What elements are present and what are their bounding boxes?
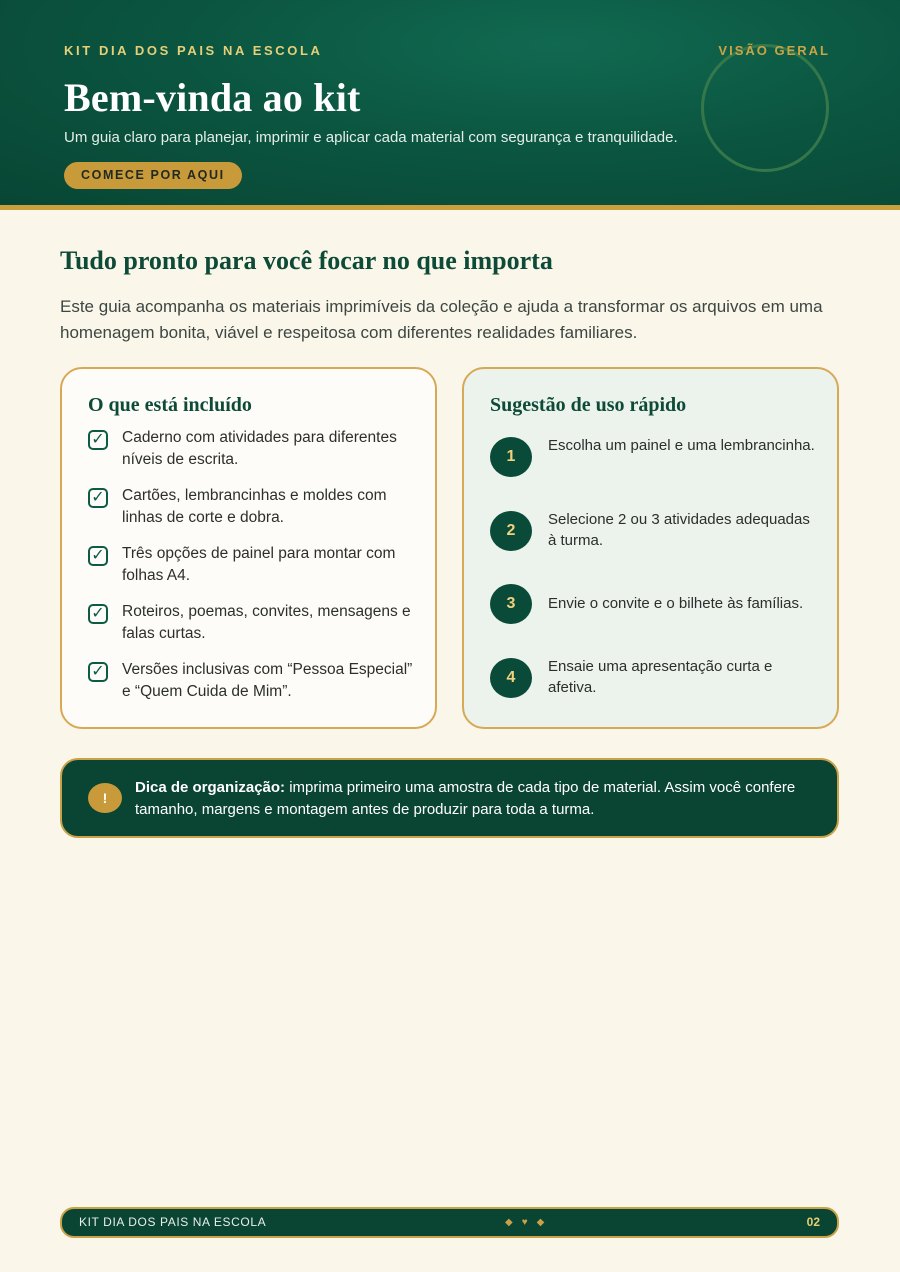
- page-number: 02: [806, 1215, 820, 1229]
- step-number-badge: 2: [490, 511, 532, 551]
- section-label: VISÃO GERAL: [718, 43, 830, 58]
- header-divider: [0, 205, 900, 210]
- quick-use-card: [462, 367, 839, 729]
- step-number-badge: 4: [490, 658, 532, 698]
- quick-use-card-title: Sugestão de uso rápido: [490, 394, 687, 416]
- checkbox-icon: ✓: [88, 488, 108, 508]
- included-card: [60, 367, 437, 729]
- start-here-button[interactable]: COMECE POR AQUI: [64, 162, 242, 189]
- list-item-text: Versões inclusivas com “Pessoa Especial” e “Quem Cuida de Mim”.: [122, 661, 413, 700]
- section-heading: Tudo pronto para você focar no que importa: [60, 246, 553, 275]
- organization-tip: [60, 758, 839, 838]
- intro-paragraph: Este guia acompanha os materiais imprimíveis da coleção e ajuda a transformar os arquivos em uma homenagem bonita, viável e respeitosa com diferentes realidades familiares.: [60, 297, 823, 342]
- step-number-badge: 3: [490, 584, 532, 624]
- page-footer: [60, 1207, 839, 1238]
- kit-eyebrow: KIT DIA DOS PAIS NA ESCOLA: [64, 43, 323, 58]
- footer-title: KIT DIA DOS PAIS NA ESCOLA: [79, 1215, 267, 1229]
- tip-body: imprima primeiro uma amostra de cada tipo de material. Assim você confere tamanho, margens e montagem antes de produzir para toda a turma.: [135, 779, 796, 818]
- page-subtitle: Um guia claro para planejar, imprimir e aplicar cada material com segurança e tranquilidade.: [64, 129, 678, 146]
- list-item-text: Cartões, lembrancinhas e moldes com linhas de corte e dobra.: [122, 487, 387, 526]
- page-header: [0, 0, 900, 205]
- decorative-ring: [701, 44, 829, 172]
- tip-label: Dica de organização:: [135, 779, 286, 796]
- checkbox-icon: ✓: [88, 546, 108, 566]
- checkbox-icon: ✓: [88, 604, 108, 624]
- checkbox-icon: ✓: [88, 662, 108, 682]
- tip-text: [135, 777, 815, 821]
- list-item-text: Roteiros, poemas, convites, mensagens e falas curtas.: [122, 603, 411, 642]
- step-text: Ensaie uma apresentação curta e afetiva.: [548, 658, 773, 696]
- list-item-text: Três opções de painel para montar com folhas A4.: [122, 545, 396, 584]
- alert-icon: !: [88, 783, 122, 813]
- step-text: Selecione 2 ou 3 atividades adequadas à turma.: [548, 511, 810, 549]
- list-item-text: Caderno com atividades para diferentes níveis de escrita.: [122, 429, 397, 468]
- footer-ornament-icon: ◆♥◆: [505, 1217, 554, 1228]
- included-card-title: O que está incluído: [88, 394, 252, 416]
- checkbox-icon: ✓: [88, 430, 108, 450]
- step-text: Escolha um painel e uma lembrancinha.: [548, 437, 815, 454]
- page-title: Bem-vinda ao kit: [64, 75, 361, 120]
- step-number-badge: 1: [490, 437, 532, 477]
- step-text: Envie o convite e o bilhete às famílias.: [548, 595, 804, 612]
